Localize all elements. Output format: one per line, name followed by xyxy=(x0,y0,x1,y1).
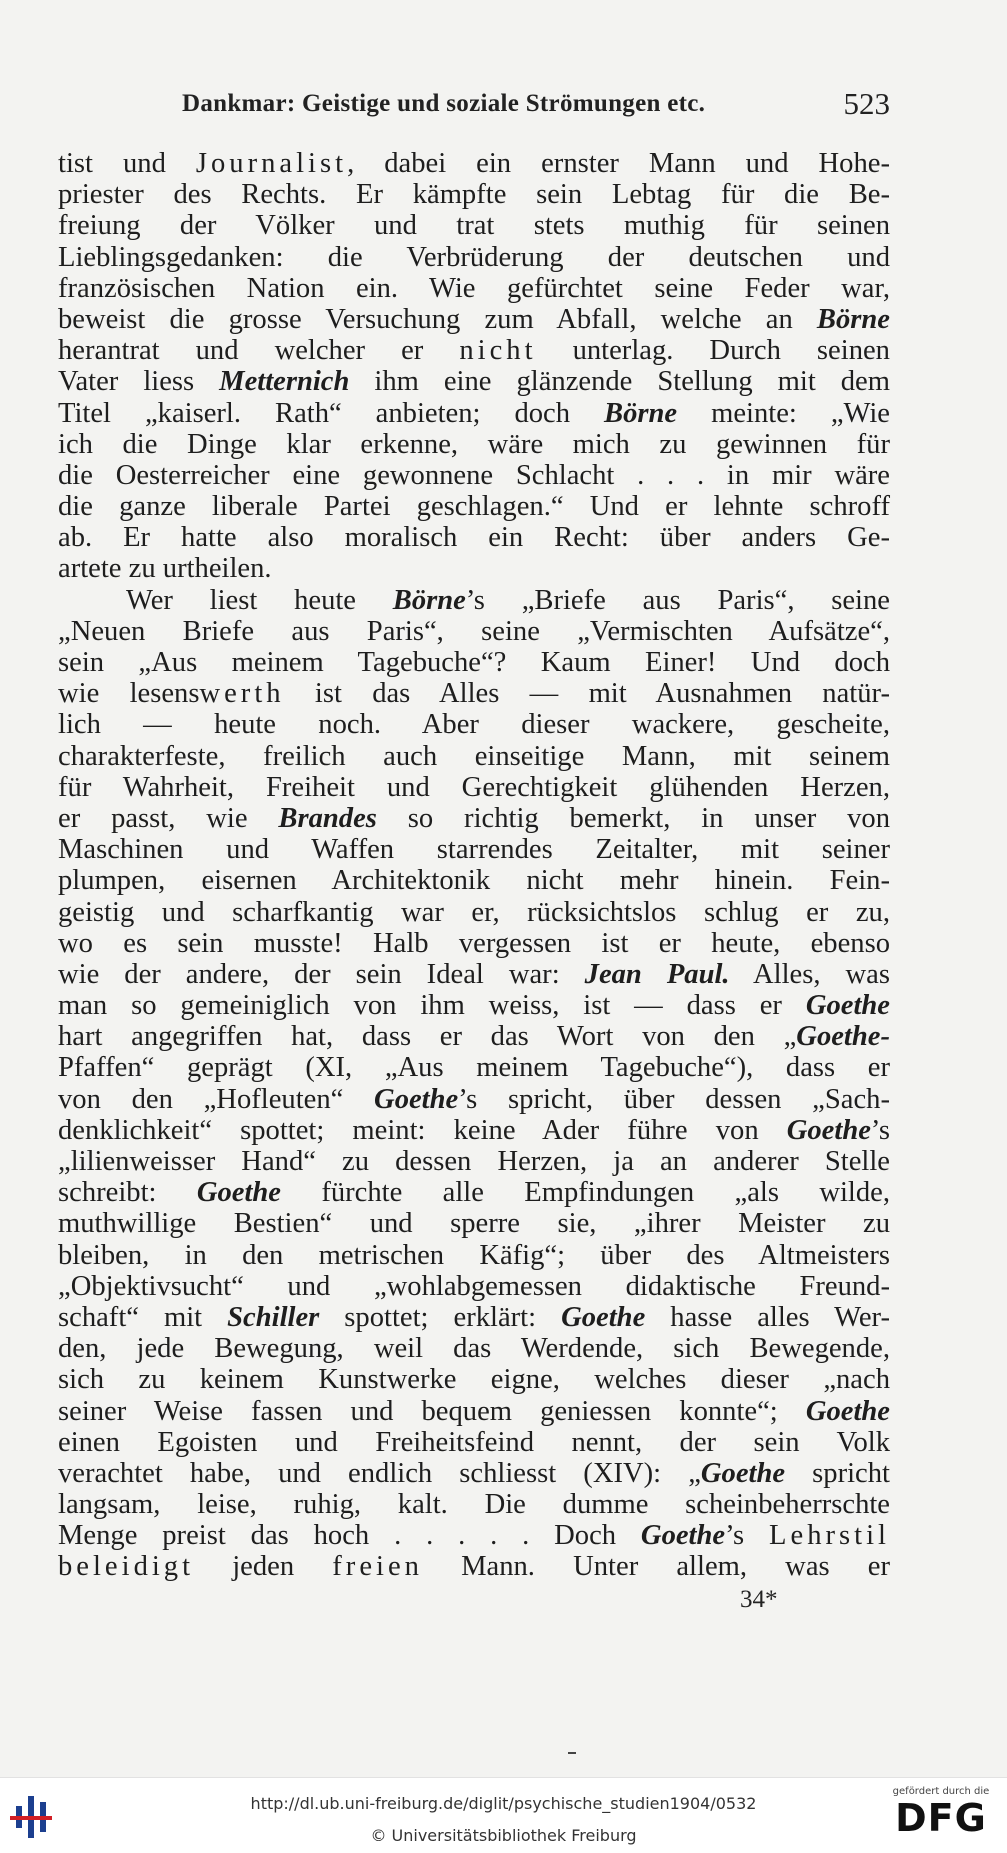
text-segment: Mann. Unter allem, was er xyxy=(422,1551,890,1583)
text-line xyxy=(58,772,890,803)
text-line xyxy=(58,366,890,397)
text-segment: wie lesens xyxy=(58,678,200,710)
text-segment: hasse alles Wer- xyxy=(645,1301,890,1333)
text-line xyxy=(58,865,890,896)
text-line xyxy=(58,1458,890,1489)
text-segment: Titel „kaiserl. Rath“ anbieten; doch xyxy=(58,397,605,429)
text-line xyxy=(58,1084,890,1115)
text-segment: , dabei ein ernster Mann und Hohe- xyxy=(347,148,890,179)
text-segment: „Objektivsucht“ und „wohlabgemessen didaktische Freund- xyxy=(58,1270,890,1302)
text-line xyxy=(58,335,890,366)
footer-url-link[interactable]: http://dl.ub.uni-freiburg.de/diglit/psychische_studien1904/0532 xyxy=(250,1794,757,1813)
text-segment: artete zu urtheilen. xyxy=(58,553,272,585)
printer-signature: 34* xyxy=(740,1586,778,1613)
text-segment: Wer liest heute xyxy=(126,584,393,616)
text-line xyxy=(58,959,890,990)
text-segment: plumpen, eisernen Architektonik nicht mehr hinein. Fein- xyxy=(58,865,890,897)
text-line xyxy=(58,1271,890,1302)
emphasized-name: Goethe xyxy=(374,1083,459,1115)
text-segment: so richtig bemerkt, in unser von xyxy=(376,802,891,834)
running-head xyxy=(150,86,890,126)
running-title: Dankmar: Geistige und soziale Strömungen etc. xyxy=(182,90,706,117)
emphasized-name: Jean Paul. xyxy=(584,958,730,990)
text-segment: für Wahrheit, Freiheit und Gerechtigkeit glühenden Herzen, xyxy=(58,771,890,803)
emphasized-name: Brandes xyxy=(278,802,377,834)
text-line xyxy=(58,1364,890,1395)
text-segment: spottet; erklärt: xyxy=(319,1301,562,1333)
text-segment: freiung der Völker und trat stets muthig für seinen xyxy=(58,210,890,242)
text-line xyxy=(58,1302,890,1333)
footer-copyright: © Universitätsbibliothek Freiburg xyxy=(370,1826,637,1845)
text-line xyxy=(58,1489,890,1520)
text-line xyxy=(58,1427,890,1458)
text-segment: charakterfeste, freilich auch einseitige Mann, mit seinem xyxy=(58,740,890,772)
text-segment: fürchte alle Empfindungen „als wilde, xyxy=(281,1177,891,1209)
text-segment: ihm eine glänzende Stellung mit dem xyxy=(349,366,890,398)
text-line xyxy=(58,709,890,740)
text-segment: Alles, was xyxy=(729,958,890,990)
text-segment: ’s xyxy=(870,1114,890,1146)
dfg-logo-text: DFG xyxy=(895,1796,987,1840)
text-segment: Pfaffen“ geprägt (XI, „Aus meinem Tagebuche“), dass er xyxy=(58,1052,890,1084)
text-segment: seiner Weise fassen und bequem geniessen konnte“; xyxy=(58,1395,806,1427)
text-segment: wo es sein musste! Halb vergessen ist er heute, ebenso xyxy=(58,927,890,959)
text-segment: er passt, wie xyxy=(58,802,279,834)
text-segment: lich — heute noch. Aber dieser wackere, gescheite, xyxy=(58,709,890,741)
text-segment: Maschinen und Waffen starrendes Zeitalter, mit seiner xyxy=(58,834,890,866)
spaced-emphasis: Journalist xyxy=(195,148,348,179)
text-line xyxy=(58,1177,890,1208)
text-line xyxy=(58,1052,890,1083)
text-line xyxy=(58,585,890,616)
text-segment: Menge preist das hoch . . . . . Doch xyxy=(58,1520,641,1552)
text-segment: „Neuen Briefe aus Paris“, seine „Vermischten Aufsätze“, xyxy=(58,615,890,647)
text-line xyxy=(58,148,890,179)
text-segment: sich zu keinem Kunstwerke eigne, welches dieser „nach xyxy=(58,1364,890,1396)
text-segment: ’s „Briefe aus Paris“, seine xyxy=(465,584,890,616)
text-line xyxy=(58,460,890,491)
dfg-logo-icon[interactable] xyxy=(887,1786,995,1848)
text-segment: sein „Aus meinem Tagebuche“? Kaum Einer! Und doch xyxy=(58,647,890,678)
text-line xyxy=(58,897,890,928)
text-segment: ab. Er hatte also moralisch ein Recht: über anders Ge- xyxy=(58,522,890,554)
text-line xyxy=(58,1208,890,1239)
dfg-funding-text: gefördert durch die xyxy=(892,1786,990,1797)
emphasized-name: Goethe xyxy=(805,1395,890,1427)
text-line xyxy=(58,273,890,304)
text-segment: ’s spricht, über dessen „Sach- xyxy=(458,1083,890,1115)
text-line xyxy=(58,928,890,959)
emphasized-name: Goethe xyxy=(640,1520,726,1552)
text-segment: ’s xyxy=(725,1520,770,1552)
text-line xyxy=(58,616,890,647)
text-segment: ich die Dinge klar erkenne, wäre mich zu gewinnen für xyxy=(58,428,890,460)
emphasized-name: Börne xyxy=(392,584,466,616)
text-line xyxy=(58,678,890,709)
text-segment: langsam, leise, ruhig, kalt. Die dumme scheinbeherrschte xyxy=(58,1489,890,1521)
spaced-emphasis: Lehrstil xyxy=(769,1520,890,1552)
text-line xyxy=(58,242,890,273)
text-segment: schaft“ mit xyxy=(58,1301,228,1333)
text-segment: meinte: „Wie xyxy=(677,397,890,429)
text-line xyxy=(58,1240,890,1271)
page-number: 523 xyxy=(843,86,890,121)
text-segment: geistig und scharfkantig war er, rücksichtslos schlug er zu, xyxy=(58,896,890,928)
text-segment: einen Egoisten und Freiheitsfeind nennt, der sein Volk xyxy=(58,1426,890,1458)
text-line xyxy=(58,398,890,429)
text-segment: den, jede Bewegung, weil das Werdende, sich Bewegende, xyxy=(58,1333,890,1365)
text-line xyxy=(58,491,890,522)
spaced-emphasis: nicht xyxy=(459,335,537,367)
spaced-emphasis: werth xyxy=(199,678,285,710)
text-segment: die Oesterreicher eine gewonnene Schlacht . . . in mir wäre xyxy=(58,459,890,491)
text-segment: muthwillige Bestien“ und sperre sie, „ihrer Meister zu xyxy=(58,1208,890,1240)
text-line xyxy=(58,990,890,1021)
text-segment: „lilienweisser Hand“ zu dessen Herzen, ja an anderer Stelle xyxy=(58,1146,890,1177)
text-segment: bleiben, in den metrischen Käfig“; über des Altmeisters xyxy=(58,1239,890,1271)
text-segment: Vater liess xyxy=(58,366,220,398)
text-segment: beweist die grosse Versuchung zum Abfall, welche an xyxy=(58,303,817,335)
emphasized-name: Goethe xyxy=(805,990,890,1022)
text-line xyxy=(58,1021,890,1052)
text-line xyxy=(58,1115,890,1146)
page-dash xyxy=(568,1752,576,1754)
spaced-emphasis: freien xyxy=(332,1551,423,1583)
text-line xyxy=(58,553,890,584)
text-segment: verachtet habe, und endlich schliesst (XIV): „ xyxy=(58,1457,701,1489)
text-segment: man so gemeiniglich von ihm weiss, ist — dass er xyxy=(58,990,806,1022)
text-segment: schreibt: xyxy=(58,1177,197,1209)
text-segment: Lieblingsgedanken: die Verbrüderung der deutschen und xyxy=(58,241,890,273)
emphasized-name: Goethe- xyxy=(796,1021,890,1053)
text-segment: die ganze liberale Partei geschlagen.“ Und er lehnte schroff xyxy=(58,491,890,523)
spaced-emphasis: beleidigt xyxy=(58,1551,195,1583)
text-line xyxy=(58,522,890,553)
text-segment: unterlag. Durch seinen xyxy=(536,335,890,367)
text-line xyxy=(58,834,890,865)
text-line xyxy=(58,1396,890,1427)
text-segment: von den „Hofleuten“ xyxy=(58,1083,375,1115)
text-segment: tist und xyxy=(58,148,196,179)
text-line xyxy=(58,429,890,460)
emphasized-name: Goethe xyxy=(700,1457,786,1489)
text-segment: jeden xyxy=(194,1551,333,1583)
text-segment: ist das Alles — mit Ausnahmen natür- xyxy=(284,678,891,710)
text-line xyxy=(58,304,890,335)
text-line xyxy=(58,210,890,241)
text-line xyxy=(58,803,890,834)
text-segment: denklichkeit“ spottet; meint: keine Ader führe von xyxy=(58,1114,787,1146)
text-segment: wie der andere, der sein Ideal war: xyxy=(58,958,585,990)
text-segment: französischen Nation ein. Wie gefürchtet seine Feder war, xyxy=(58,272,890,304)
emphasized-name: Metternich xyxy=(219,366,350,398)
text-segment: spricht xyxy=(785,1457,890,1489)
text-line xyxy=(58,1146,890,1177)
emphasized-name: Börne xyxy=(816,303,890,335)
emphasized-name: Goethe xyxy=(196,1177,281,1209)
text-line xyxy=(58,741,890,772)
emphasized-name: Schiller xyxy=(227,1301,320,1333)
emphasized-name: Goethe xyxy=(561,1301,646,1333)
text-line xyxy=(58,1520,890,1551)
text-line xyxy=(58,1333,890,1364)
viewer-footer xyxy=(0,1777,1007,1853)
text-line xyxy=(58,1551,890,1582)
body-text xyxy=(58,148,890,1583)
text-segment: herantrat und welcher er xyxy=(58,335,460,367)
emphasized-name: Börne xyxy=(604,397,678,429)
text-line xyxy=(58,647,890,678)
text-segment: priester des Rechts. Er kämpfte sein Lebtag für die Be- xyxy=(58,179,890,211)
text-line xyxy=(58,179,890,210)
emphasized-name: Goethe xyxy=(786,1114,871,1146)
text-segment: hart angegriffen hat, dass er das Wort von den „ xyxy=(58,1021,797,1053)
